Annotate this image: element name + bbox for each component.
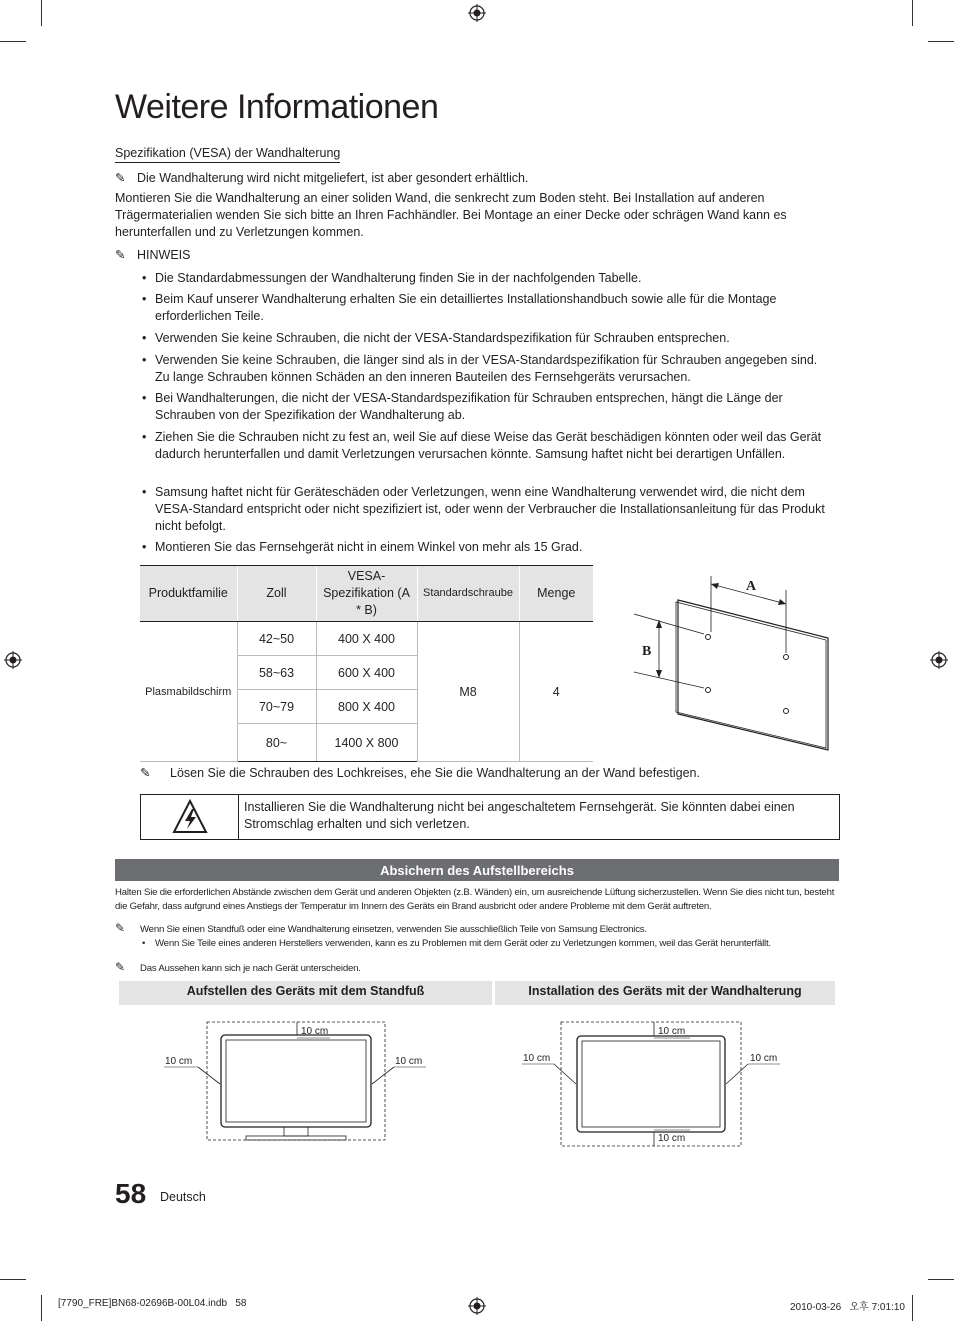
page-number: 58	[115, 1178, 147, 1209]
table-cell: 58~63	[237, 656, 316, 690]
distance-label-right: 10 cm	[395, 1056, 423, 1067]
table-cell: 70~79	[237, 690, 316, 724]
table-cell-family: Plasmabildschirm	[140, 622, 237, 762]
vesa-mounting-diagram	[630, 568, 840, 758]
list-item: • Beim Kauf unserer Wandhalterung erhalten Sie ein detailliertes Installationshandbuch sowie alle für die Montage erforderlichen Teile.	[142, 292, 777, 323]
list-item: • Verwenden Sie keine Schrauben, die länger sind als in der VESA-Standardspezifikation für Schrauben angegeben sind. Zu lange Schrauben können Schäden an den inneren Bauteilen des Fernsehgeräts verursachen.	[142, 353, 818, 384]
section-note-2	[115, 960, 839, 976]
table-header: Standardschraube	[417, 566, 519, 622]
crop-mark	[41, 1295, 42, 1321]
list-item-text: Ziehen Sie die Schrauben nicht zu fest an, weil Sie auf diese Weise das Gerät beschädigen könnten oder weil das Gerät dadurch herunterfallen und damit Verletzungen verursachen könnte. Samsung haftet nicht bei derartigen Unfällen.	[155, 430, 822, 461]
vesa-note-2-text: Lösen Sie die Schrauben des Lochkreises, ehe Sie die Wandhalterung an der Wand befestigen.	[170, 766, 700, 780]
warning-box	[140, 794, 840, 840]
list-item-text: Wenn Sie Teile eines anderen Herstellers verwenden, kann es zu Problemen mit dem Gerät oder zu Verletzungen kommen, weil das Gerät herunterfällt.	[155, 938, 771, 949]
list-item: • Samsung haftet nicht für Geräteschäden oder Verletzungen, wenn eine Wandhalterung verwendet wird, die nicht dem VESA-Standard entspricht oder nicht spezifiziert ist, oder wenn der Verbraucher die Installationsanleitung für das Produkt nicht befolgt.	[142, 485, 825, 533]
registration-mark-icon	[468, 1297, 486, 1315]
pencil-note-icon: ✎	[115, 921, 125, 935]
table-cell: 1400 X 800	[316, 724, 417, 762]
section-note-2-text: Das Aussehen kann sich je nach Gerät unterscheiden.	[140, 963, 361, 974]
list-item: • Die Standardabmessungen der Wandhalterung finden Sie in der nachfolgenden Tabelle.	[142, 271, 642, 285]
distance-label-top: 10 cm	[658, 1026, 686, 1037]
list-item: • Verwenden Sie keine Schrauben, die nicht der VESA-Standardspezifikation für Schrauben entsprechen.	[142, 331, 730, 345]
list-item: • Bei Wandhalterungen, die nicht der VESA-Standardspezifikation für Schrauben entsprechen, hängt die Länge der Schrauben von der Spezifikation der Wandhalterung ab.	[142, 391, 783, 422]
list-item: • Wenn Sie Teile eines anderen Herstellers verwenden, kann es zu Problemen mit dem Gerät oder zu Verletzungen kommen, weil das Gerät herunterfällt.	[142, 938, 771, 949]
table-header: VESA-Spezifikation (A * B)	[316, 566, 417, 622]
pencil-note-icon: ✎	[115, 248, 126, 262]
pencil-note-icon: ✎	[115, 171, 126, 185]
section-note-1-text: Wenn Sie einen Standfuß oder eine Wandhalterung einsetzen, verwenden Sie ausschließlich Teile von Samsung Electronics.	[140, 924, 647, 935]
distance-label-left: 10 cm	[523, 1053, 551, 1064]
distance-label-right: 10 cm	[750, 1053, 778, 1064]
section-note-1	[115, 921, 839, 937]
table-header: Produktfamilie	[140, 566, 237, 622]
diagram-label-a: A	[746, 579, 757, 594]
vesa-note-2	[140, 765, 840, 782]
pencil-note-icon: ✎	[115, 960, 125, 974]
list-item-text: Samsung haftet nicht für Geräteschäden oder Verletzungen, wenn eine Wandhalterung verwendet wird, die nicht dem VESA-Standard entspricht oder nicht spezifiziert ist, oder wenn der Verbraucher die Installationsanleitung für das Produkt nicht befolgt.	[155, 485, 825, 533]
crop-mark	[912, 1295, 913, 1321]
vesa-spec-table	[140, 565, 593, 762]
pencil-note-icon: ✎	[140, 766, 151, 780]
hinweis-label	[115, 247, 190, 264]
list-item-text: Bei Wandhalterungen, die nicht der VESA-Standardspezifikation für Schrauben entsprechen, hängt die Länge der Schrauben von der Spezifikation der Wandhalterung ab.	[155, 391, 783, 422]
list-item-text: Montieren Sie das Fernsehgerät nicht in einem Winkel von mehr als 15 Grad.	[155, 540, 583, 554]
stand-clearance-diagram	[160, 1018, 435, 1148]
registration-mark-icon	[468, 4, 486, 22]
table-header: Menge	[519, 566, 593, 622]
list-item: • Montieren Sie das Fernsehgerät nicht in einem Winkel von mehr als 15 Grad.	[142, 540, 583, 554]
vesa-note-1	[115, 170, 839, 187]
list-item-text: Die Standardabmessungen der Wandhalterung finden Sie in der nachfolgenden Tabelle.	[155, 271, 642, 285]
hinweis-text: HINWEIS	[137, 248, 191, 262]
table-cell: 80~	[237, 724, 316, 762]
section-paragraph: Halten Sie die erforderlichen Abstände zwischen dem Gerät und anderen Objekten (z.B. Wänden) ein, um ausreichende Lüftung sicherzustellen. Wenn Sie dies nicht tun, besteht die Gefahr, dass aufgrund eines Anstiegs der Temperatur im Innern des Geräts ein Brand ausbricht oder andere Probleme mit dem Gerät auftreten.	[115, 887, 835, 912]
page-language: Deutsch	[160, 1190, 206, 1204]
footer-file: [7790_FRE]BN68-02696B-00L04.indb 58	[58, 1298, 247, 1309]
column-title-stand: Aufstellen des Geräts mit dem Standfuß	[119, 981, 492, 1005]
table-cell: 400 X 400	[316, 622, 417, 656]
crop-mark	[41, 0, 42, 26]
electric-shock-warning-icon	[172, 799, 208, 835]
crop-mark	[0, 1279, 26, 1280]
table-cell: 800 X 400	[316, 690, 417, 724]
crop-mark	[928, 41, 954, 42]
table-header-row	[140, 566, 593, 622]
list-item-text: Verwenden Sie keine Schrauben, die nicht der VESA-Standardspezifikation für Schrauben entsprechen.	[155, 331, 730, 345]
table-header: Zoll	[237, 566, 316, 622]
list-item-text: Beim Kauf unserer Wandhalterung erhalten Sie ein detailliertes Installationshandbuch sowie alle für die Montage erforderlichen Teile.	[155, 292, 777, 323]
warning-icon-cell	[141, 795, 239, 839]
crop-mark	[928, 1279, 954, 1280]
diagram-label-b: B	[642, 644, 652, 659]
table-cell-quantity: 4	[519, 622, 593, 762]
registration-mark-icon	[4, 651, 22, 669]
table-cell: 600 X 400	[316, 656, 417, 690]
section-heading: Absichern des Aufstellbereichs	[115, 859, 839, 881]
warning-text: Installieren Sie die Wandhalterung nicht bei angeschaltetem Fernsehgerät. Sie könnten dabei einen Stromschlag erhalten und sich verletzen.	[244, 800, 795, 831]
table-cell: 42~50	[237, 622, 316, 656]
table-cell-screw: M8	[417, 622, 519, 762]
crop-mark	[912, 0, 913, 26]
distance-label-top: 10 cm	[301, 1026, 329, 1037]
vesa-paragraph: Montieren Sie die Wandhalterung an einer soliden Wand, die senkrecht zum Boden steht. Bei Installation auf anderen Trägermaterialien wenden Sie sich bitte an Ihren Fachhändler. Bei Montage an einer Decke oder schrägen Wand kann es herunterfallen und zu Verletzungen kommen.	[115, 191, 787, 239]
wall-clearance-diagram	[520, 1018, 785, 1150]
table-row	[140, 622, 593, 656]
column-title-wall: Installation des Geräts mit der Wandhalterung	[495, 981, 835, 1005]
footer-date: 2010-03-26 오후 7:01:10	[790, 1302, 905, 1313]
page-title: Weitere Informationen	[115, 88, 439, 126]
vesa-heading: Spezifikation (VESA) der Wandhalterung	[115, 146, 340, 163]
crop-mark	[0, 41, 26, 42]
distance-label-bottom: 10 cm	[658, 1133, 686, 1144]
distance-label-left: 10 cm	[165, 1056, 193, 1067]
registration-mark-icon	[930, 651, 948, 669]
list-item: • Ziehen Sie die Schrauben nicht zu fest an, weil Sie auf diese Weise das Gerät beschädigen könnten oder weil das Gerät dadurch herunterfallen und damit Verletzungen verursachen könnte. Samsung haftet nicht bei derartigen Unfällen.	[142, 430, 822, 461]
list-item-text: Verwenden Sie keine Schrauben, die länger sind als in der VESA-Standardspezifikation für Schrauben angegeben sind. Zu lange Schrauben können Schäden an den inneren Bauteilen des Fernsehgeräts verursachen.	[155, 353, 818, 384]
vesa-note-1-text: Die Wandhalterung wird nicht mitgeliefert, ist aber gesondert erhältlich.	[137, 171, 529, 185]
